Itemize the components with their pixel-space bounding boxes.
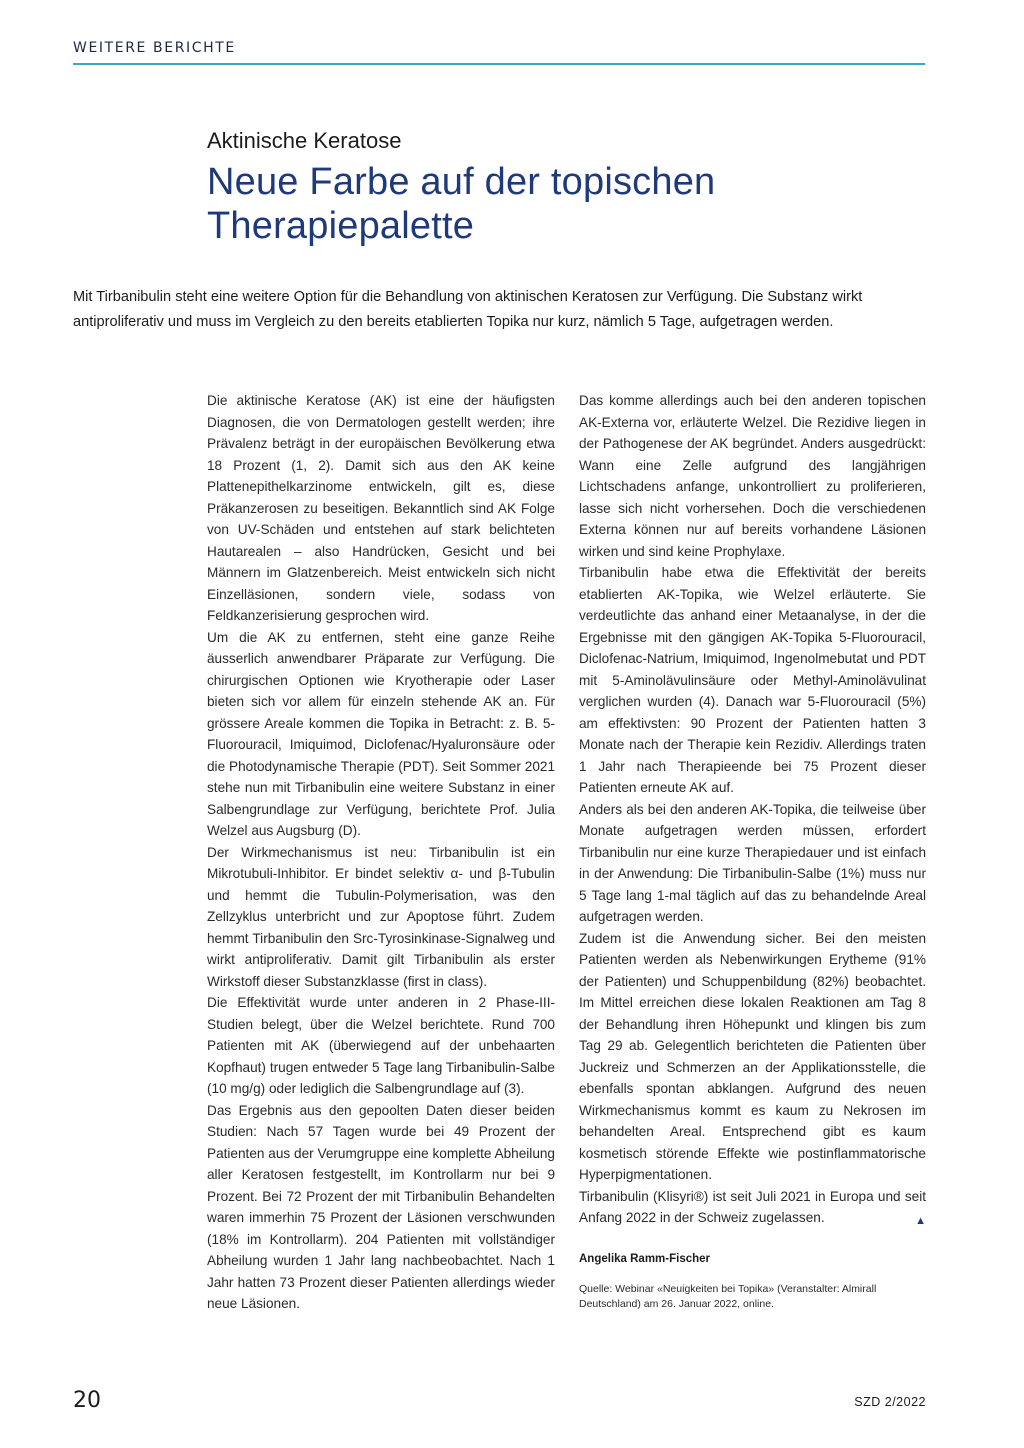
article-lead: Mit Tirbanibulin steht eine weitere Option für die Behandlung von aktinischen Keratosen zur Verfügung. Die Substanz wirkt antiproliferativ und muss im Vergleich zu den bereits etablierten Topika nur kurz, nämlich 5 Tage, aufgetragen werden. [73, 289, 863, 330]
header-rule [73, 63, 925, 65]
source-note: Quelle: Webinar «Neuigkeiten bei Topika» (Veranstalter: Almirall Deutschland) am 26. Januar 2022, online. [579, 1283, 877, 1310]
article-title: Neue Farbe auf der topischen Therapiepalette [207, 161, 716, 247]
body-paragraph: Anders als bei den anderen AK-Topika, die teilweise über Monate aufgetragen werden müssen, erfordert Tirbanibulin nur eine kurze Therapiedauer und ist einfach in der Anwendung: Die Tirbanibulin-Salbe (1%) muss nur 5 Tage lang 1-mal täglich auf das zu behandelnde Areal aufgetragen werden. [579, 801, 926, 924]
body-paragraph: Um die AK zu entfernen, steht eine ganze Reihe äusserlich anwendbarer Präparate zur Verfügung. Die chirurgischen Optionen wie Kryotherapie oder Laser bieten sich vor allem für einzeln stehende AK an. Für grössere Areale kommen die Topika in Betracht: z. B. 5-Fluorouracil, Imiquimod, Diclofenac/Hyaluronsäure oder die Photodynamische Therapie (PDT). Seit Sommer 2021 stehe nun mit Tirbanibulin eine weitere Substanz in einer Salbengrundlage zur Verfügung, berichtete Prof. Julia Welzel aus Augsburg (D). [207, 629, 555, 838]
body-paragraph: Die Effektivität wurde unter anderen in 2 Phase-III-Studien belegt, über die Welzel berichtete. Rund 700 Patienten mit AK (überwiegend auf der unbehaarten Kopfhaut) trugen entweder 5 Tage lang Tirbanibulin-Salbe (10 mg/g) oder lediglich die Salbengrundlage auf (3). [207, 995, 555, 1096]
journal-reference: SZD 2/2022 [854, 1395, 926, 1409]
body-paragraph: Das komme allerdings auch bei den anderen topischen AK-Externa vor, erläuterte Welzel. Die Rezidive liegen in der Pathogenese der AK begründet. Anders ausgedrückt: Wann eine Zelle aufgrund des langjährigen Lichtschadens anfange, unkontrolliert zu proliferieren, lasse sich nicht vorhersehen. Doch die verschiedenen Externa können nur auf bereits vorhandene Läsionen wirken und sind keine Prophylaxe. [579, 393, 926, 559]
column-right [579, 390, 926, 1312]
final-paragraph [579, 1186, 926, 1229]
section-label: WEITERE BERICHTE [73, 40, 236, 56]
page-number: 20 [73, 1388, 101, 1413]
body-paragraph: Die aktinische Keratose (AK) ist eine der häufigsten Diagnosen, die von Dermatologen gestellt werden; ihre Prävalenz beträgt in der europäischen Bevölkerung etwa 18 Prozent (1, 2). Damit sich aus den AK keine Plattenepithelkarzinome entwickeln, gilt es, diese Präkanzerosen zu beseitigen. Bekanntlich sind AK Folge von UV-Schäden und entstehen auf stark belichteten Hautarealen – also Handrücken, Gesicht und bei Männern im Glatzenbereich. Meist entwickeln sich nicht Einzelläsionen, sondern viele, sodass von Feldkanzerisierung gesprochen wird. [207, 393, 555, 623]
body-paragraph: Zudem ist die Anwendung sicher. Bei den meisten Patienten werden als Nebenwirkungen Erytheme (91% der Patienten) und Schuppenbildung (82%) beobachtet. Im Mittel erreichen diese lokalen Reaktionen am Tag 8 der Behandlung ihren Höhepunkt und klingen bis zum Tag 29 ab. Gelegentlich berichteten die Patienten über Juckreiz und Schmerzen an der Applikationsstelle, die ebenfalls spontan abklangen. Aufgrund des neuen Wirkmechanismus kommt es kaum zu Nekrosen im behandelten Areal. Entsprechend gibt es kaum kosmetisch störende Effekte wie postinflammatorische Hyperpigmentationen. [579, 930, 926, 1182]
author-name: Angelika Ramm-Fischer [579, 1252, 711, 1265]
column-left [207, 390, 555, 1315]
body-paragraph: Der Wirkmechanismus ist neu: Tirbanibulin ist ein Mikrotubuli-Inhibitor. Er bindet selektiv α- und β-Tubulin und hemmt die Tubulin-Polymerisation, was den Zellzyklus unterbricht und zur Apoptose führt. Zudem hemmt Tirbanibulin den Src-Tyrosinkinase-Signalweg und wirkt antiproliferativ. Damit gilt Tirbanibulin als erster Wirkstoff dieser Substanzklasse (first in class). [207, 844, 555, 989]
final-paragraph-text: Tirbanibulin (Klisyri®) ist seit Juli 2021 in Europa und seit Anfang 2022 in der Schweiz zugelassen. [579, 1188, 926, 1225]
end-triangle-icon: ▲ [915, 1215, 926, 1227]
body-paragraph: Tirbanibulin habe etwa die Effektivität der bereits etablierten AK-Topika, wie Welzel erläuterte. Sie verdeutlichte das anhand einer Metaanalyse, in der die Ergebnisse mit den gängigen AK-Topika 5-Fluorouracil, Diclofenac-Natrium, Imiquimod, Ingenolmebutat und PDT mit 5-Aminolävulinsäure oder Methyl-Aminolävulinat verglichen wurden (4). Danach war 5-Fluorouracil (5%) am effektivsten: 90 Prozent der Patienten hatten 3 Monate nach der Therapie kein Rezidiv. Allerdings traten 1 Jahr nach Therapieende bei 75 Prozent dieser Patienten erneute AK auf. [579, 565, 926, 795]
article-kicker: Aktinische Keratose [207, 128, 402, 153]
body-paragraph: Das Ergebnis aus den gepoolten Daten dieser beiden Studien: Nach 57 Tagen wurde bei 49 Prozent der Patienten aus der Verumgruppe eine komplette Abheilung aller Keratosen festgestellt, im Kontrollarm nur bei 9 Prozent. Bei 72 Prozent der mit Tirbanibulin Behandelten waren immerhin 75 Prozent der Läsionen verschwunden (18% im Kontrollarm). 204 Patienten mit vollständiger Abheilung wurden 1 Jahr lang nachbeobachtet. Nach 1 Jahr hatten 73 Prozent dieser Patienten allerdings wieder neue Läsionen. [207, 1102, 555, 1311]
